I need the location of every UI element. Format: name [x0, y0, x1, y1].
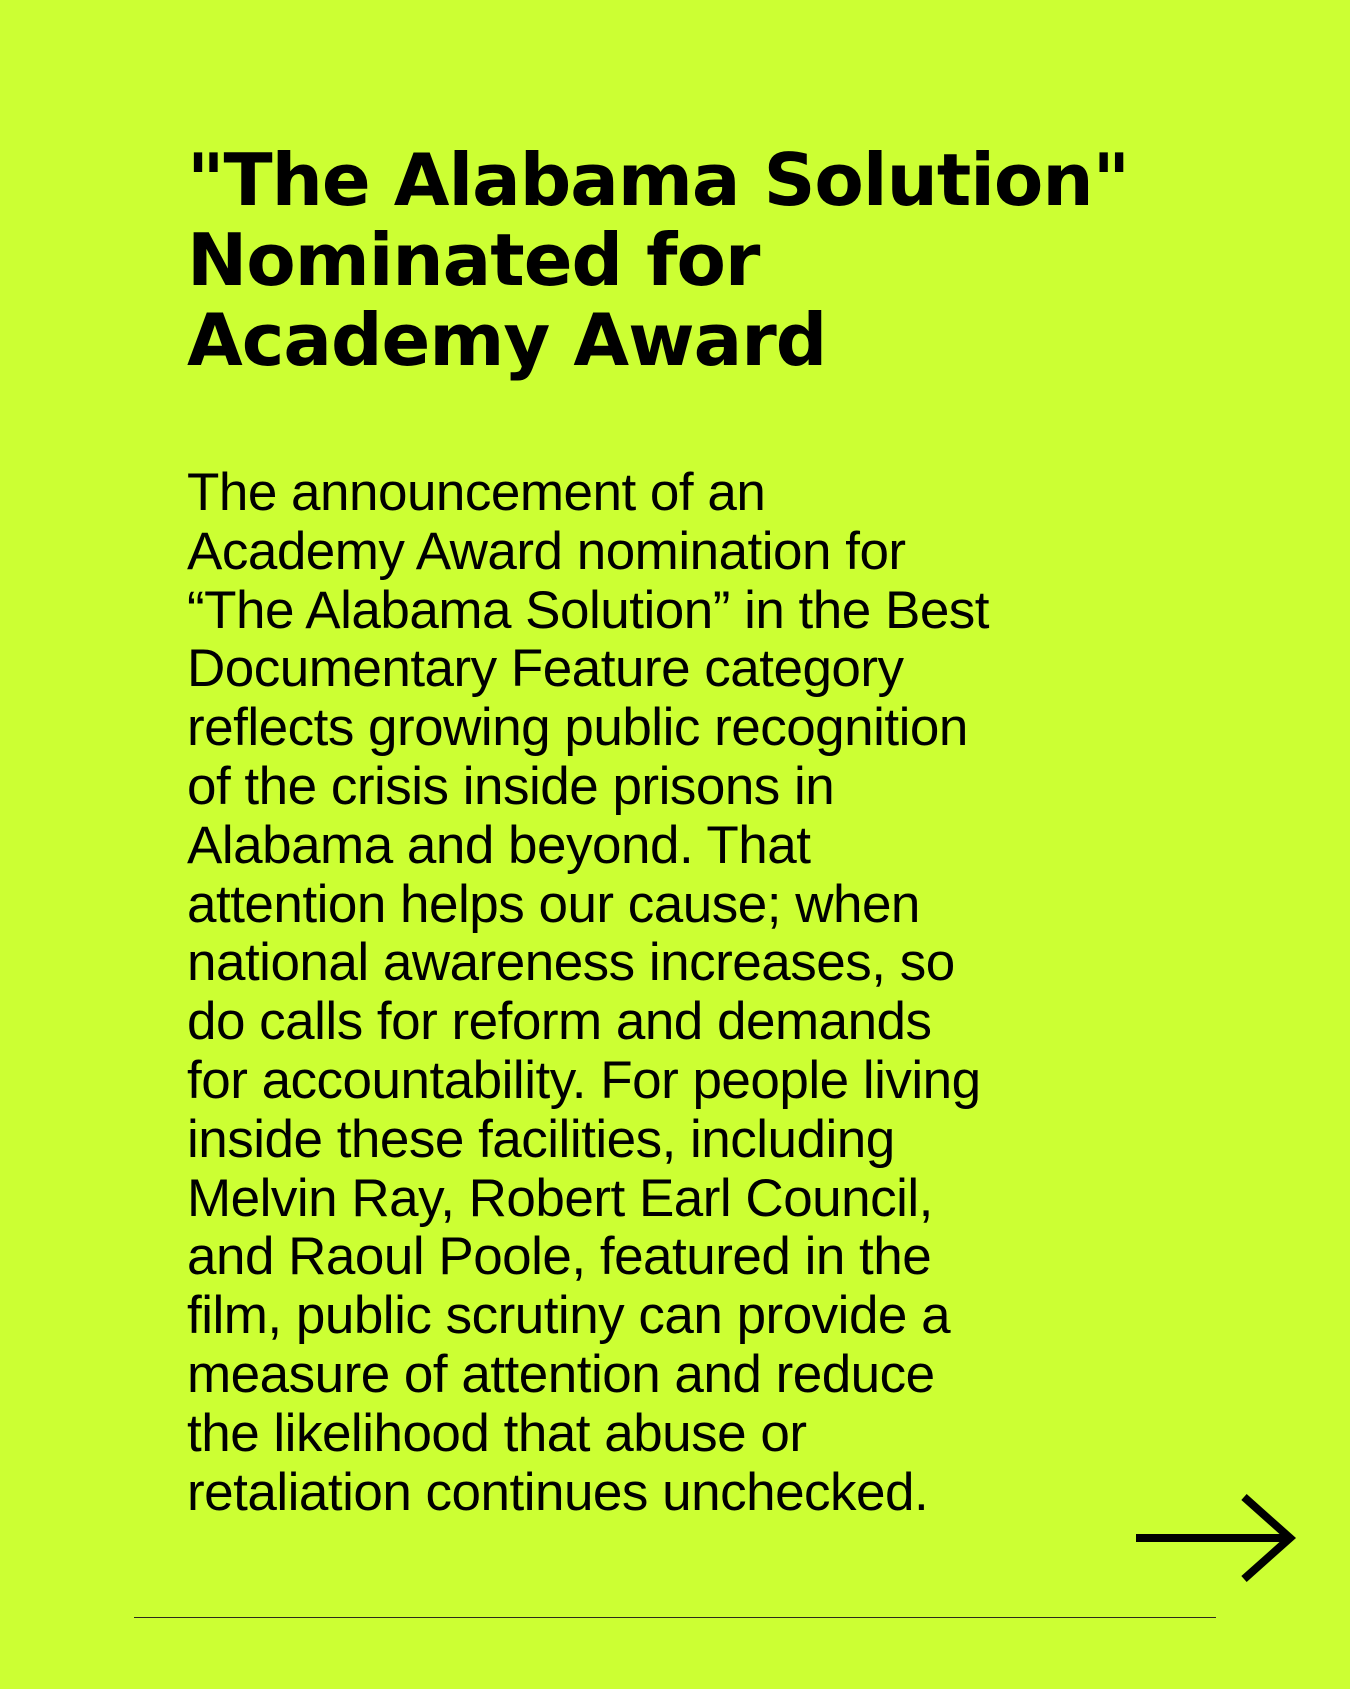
body-line: Melvin Ray, Robert Earl Council,: [187, 1168, 933, 1228]
title-line-2: Nominated for: [187, 218, 760, 302]
title-line-3: Academy Award: [187, 298, 827, 382]
body-line: Alabama and beyond. That: [187, 815, 811, 875]
body-line: reflects growing public recognition: [187, 698, 968, 758]
post-title: [187, 140, 1187, 380]
body-line: the likelihood that abuse or: [187, 1403, 807, 1463]
body-line: Documentary Feature category: [187, 639, 904, 699]
body-line: “The Alabama Solution” in the Best: [187, 580, 990, 640]
body-line: film, public scrutiny can provide a: [187, 1286, 951, 1346]
title-line-1: "The Alabama Solution": [187, 138, 1130, 222]
body-line: Academy Award nomination for: [187, 521, 906, 581]
body-line: for accountability. For people living: [187, 1050, 981, 1110]
body-line: inside these facilities, including: [187, 1109, 895, 1169]
body-line: retaliation continues unchecked.: [187, 1462, 929, 1522]
body-line: The announcement of an: [187, 463, 766, 522]
body-line: national awareness increases, so: [187, 933, 955, 993]
post-body: [187, 464, 1187, 1522]
arrow-right-icon[interactable]: [1132, 1488, 1298, 1588]
body-line: of the crisis inside prisons in: [187, 756, 835, 816]
body-line: do calls for reform and demands: [187, 992, 932, 1052]
body-line: measure of attention and reduce: [187, 1344, 935, 1404]
body-line: attention helps our cause; when: [187, 874, 920, 934]
bottom-divider: [134, 1617, 1216, 1618]
body-line: and Raoul Poole, featured in the: [187, 1227, 932, 1287]
